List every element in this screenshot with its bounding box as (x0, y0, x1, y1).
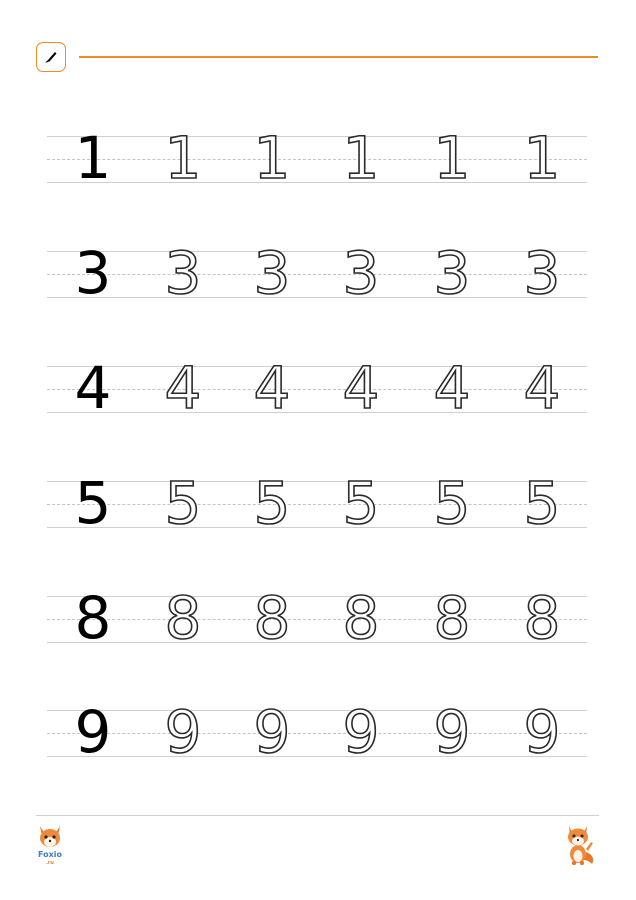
ruled-line (47, 710, 587, 711)
footer-rule (36, 815, 599, 816)
trace-digit: 4 (342, 354, 380, 422)
trace-digit: 3 (433, 239, 471, 307)
trace-digit: 3 (342, 239, 380, 307)
trace-digit: 4 (433, 354, 471, 422)
ruled-line (47, 136, 587, 137)
logo-brand-text: Foxio (37, 850, 63, 859)
ruled-line (47, 527, 587, 528)
ruled-line (47, 297, 587, 298)
trace-digit: 8 (523, 584, 561, 652)
trace-digit: 3 (523, 239, 561, 307)
model-digit: 4 (74, 354, 112, 422)
trace-digit: 5 (342, 469, 380, 537)
foxio-logo (33, 823, 67, 869)
practice-row (47, 698, 587, 766)
practice-row (47, 239, 587, 307)
ruled-line (47, 756, 587, 757)
practice-row (47, 124, 587, 192)
dashed-midline (47, 504, 587, 505)
trace-digit: 1 (523, 124, 561, 192)
trace-digit: 5 (523, 469, 561, 537)
trace-digit: 9 (342, 698, 380, 766)
practice-row (47, 354, 587, 422)
header-pencil-icon (36, 42, 66, 72)
model-digit: 9 (74, 698, 112, 766)
fox-mascot-waving-icon (562, 822, 596, 866)
trace-digit: 9 (253, 698, 291, 766)
fox-mascot (562, 822, 596, 866)
fox-mascot-icon (33, 823, 67, 851)
dashed-midline (47, 274, 587, 275)
model-digit: 5 (74, 469, 112, 537)
trace-digit: 8 (164, 584, 202, 652)
trace-digit: 5 (253, 469, 291, 537)
dashed-midline (47, 159, 587, 160)
model-digit: 8 (74, 584, 112, 652)
trace-digit: 1 (253, 124, 291, 192)
trace-digit: 1 (433, 124, 471, 192)
practice-row (47, 584, 587, 652)
ruled-line (47, 366, 587, 367)
trace-digit: 4 (253, 354, 291, 422)
trace-digit: 3 (164, 239, 202, 307)
dashed-midline (47, 733, 587, 734)
trace-digit: 1 (164, 124, 202, 192)
trace-digit: 3 (253, 239, 291, 307)
ruled-line (47, 596, 587, 597)
ruled-line (47, 412, 587, 413)
trace-digit: 8 (342, 584, 380, 652)
dashed-midline (47, 619, 587, 620)
pencil-icon (42, 48, 60, 66)
trace-digit: 5 (164, 469, 202, 537)
ruled-line (47, 481, 587, 482)
trace-digit: 4 (164, 354, 202, 422)
trace-digit: 8 (433, 584, 471, 652)
dashed-midline (47, 389, 587, 390)
header-rule (79, 56, 598, 58)
practice-row (47, 469, 587, 537)
trace-digit: 4 (523, 354, 561, 422)
ruled-line (47, 251, 587, 252)
trace-digit: 8 (253, 584, 291, 652)
ruled-line (47, 182, 587, 183)
trace-digit: 9 (164, 698, 202, 766)
ruled-line (47, 642, 587, 643)
trace-digit: 9 (523, 698, 561, 766)
trace-digit: 5 (433, 469, 471, 537)
logo-domain-text: .ru (46, 860, 54, 866)
model-digit: 3 (74, 239, 112, 307)
model-digit: 1 (74, 124, 112, 192)
trace-digit: 9 (433, 698, 471, 766)
trace-digit: 1 (342, 124, 380, 192)
